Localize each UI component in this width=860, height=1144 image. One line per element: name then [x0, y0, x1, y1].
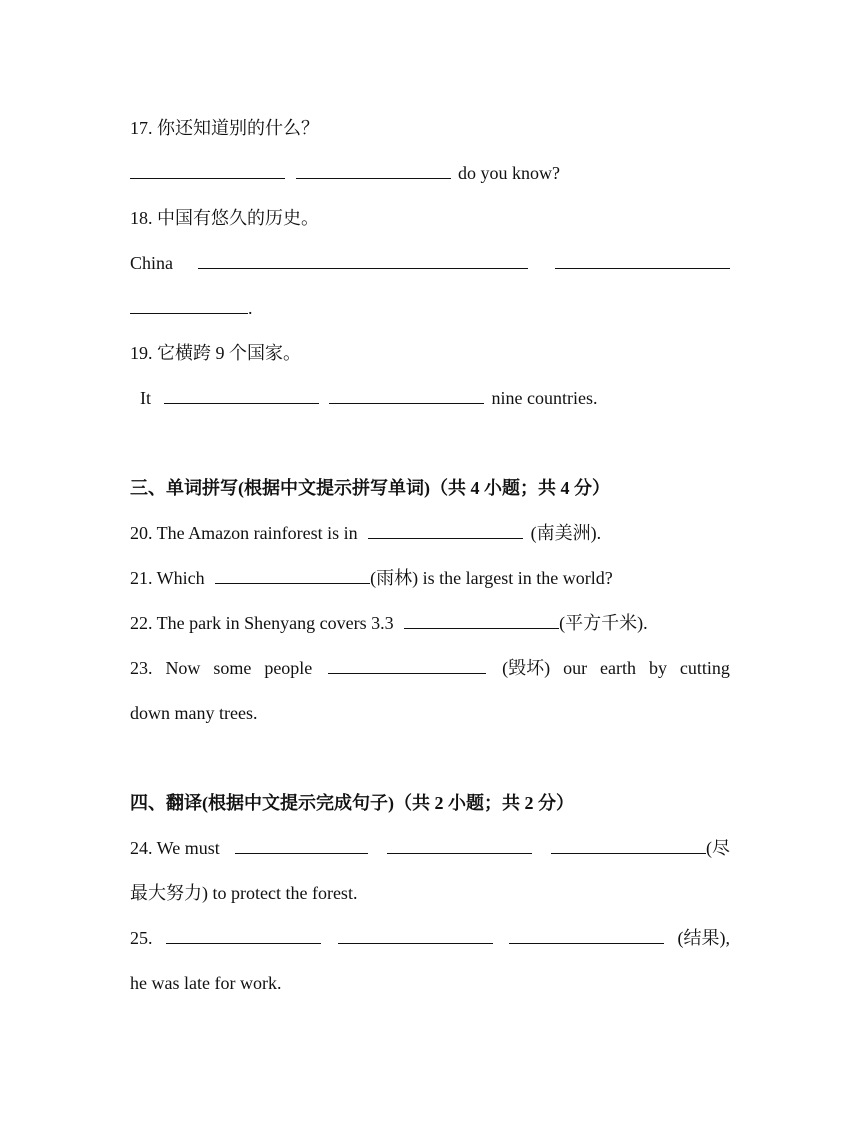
- question-25: [130, 926, 730, 950]
- question-23-word: by: [648, 658, 667, 678]
- question-23-word: 23.: [130, 658, 153, 678]
- question-23-word: people: [264, 658, 313, 678]
- question-24: [130, 836, 730, 860]
- answer-blank[interactable]: [130, 161, 285, 179]
- question-25-continued: he was late for work.: [130, 973, 282, 993]
- answer-blank[interactable]: [329, 386, 484, 404]
- question-19-lead: It: [140, 388, 151, 408]
- question-23-word: Now: [165, 658, 201, 678]
- question-19-prompt: 19. 它横跨 9 个国家。: [130, 343, 301, 363]
- question-19-answer-line: [140, 386, 730, 410]
- answer-blank[interactable]: [509, 926, 664, 944]
- question-23-word: cutting: [679, 658, 730, 678]
- answer-blank[interactable]: [328, 656, 486, 674]
- answer-blank[interactable]: [130, 296, 248, 314]
- question-23-word: earth: [600, 658, 637, 678]
- question-25-tail: (结果),: [677, 928, 730, 948]
- question-20: [130, 521, 730, 545]
- question-22: [130, 611, 730, 635]
- question-25-lead: 25.: [130, 928, 153, 948]
- answer-blank[interactable]: [164, 386, 319, 404]
- answer-blank[interactable]: [368, 521, 523, 539]
- question-17-prompt: 17. 你还知道别的什么？: [130, 118, 319, 138]
- question-23-continued: down many trees.: [130, 703, 258, 723]
- question-21-tail: (雨林) is the largest in the world?: [370, 568, 613, 588]
- answer-blank[interactable]: [235, 836, 368, 854]
- question-23: [130, 656, 730, 680]
- question-18-prompt: 18. 中国有悠久的历史。: [130, 208, 319, 228]
- answer-blank[interactable]: [296, 161, 451, 179]
- question-23-word: some: [213, 658, 252, 678]
- question-23-word: our: [563, 658, 588, 678]
- question-24-continued: 最大努力) to protect the forest.: [130, 883, 358, 903]
- question-24-last: [548, 836, 730, 860]
- question-24-tail: (尽: [705, 838, 730, 858]
- answer-blank[interactable]: [551, 836, 706, 854]
- answer-blank[interactable]: [387, 836, 532, 854]
- answer-blank[interactable]: [215, 566, 370, 584]
- question-18-lead: China: [130, 253, 173, 273]
- answer-blank[interactable]: [555, 251, 730, 269]
- question-21-lead: 21. Which: [130, 568, 205, 588]
- question-22-lead: 22. The park in Shenyang covers 3.3: [130, 613, 394, 633]
- question-22-tail: (平方千米).: [559, 613, 648, 633]
- answer-blank[interactable]: [338, 926, 493, 944]
- question-18-end: .: [248, 298, 253, 318]
- answer-blank[interactable]: [404, 611, 559, 629]
- question-23-word: (毁坏): [502, 658, 551, 678]
- question-17-answer-line: [130, 161, 730, 185]
- question-18-answer-line-2: [130, 296, 730, 320]
- question-19-tail: nine countries.: [491, 388, 598, 408]
- question-18-answer-line: [130, 251, 730, 275]
- section-3-heading: 三、单词拼写(根据中文提示拼写单词)（共 4 小题；共 4 分）: [130, 478, 610, 498]
- answer-blank[interactable]: [198, 251, 528, 269]
- question-20-lead: 20. The Amazon rainforest is in: [130, 523, 358, 543]
- question-20-tail: (南美洲).: [530, 523, 602, 543]
- question-17-tail: do you know?: [458, 163, 560, 183]
- section-4-heading: 四、翻译(根据中文提示完成句子)（共 2 小题；共 2 分）: [130, 793, 574, 813]
- answer-blank[interactable]: [166, 926, 321, 944]
- question-24-lead: 24. We must: [130, 838, 220, 858]
- question-21: [130, 566, 730, 590]
